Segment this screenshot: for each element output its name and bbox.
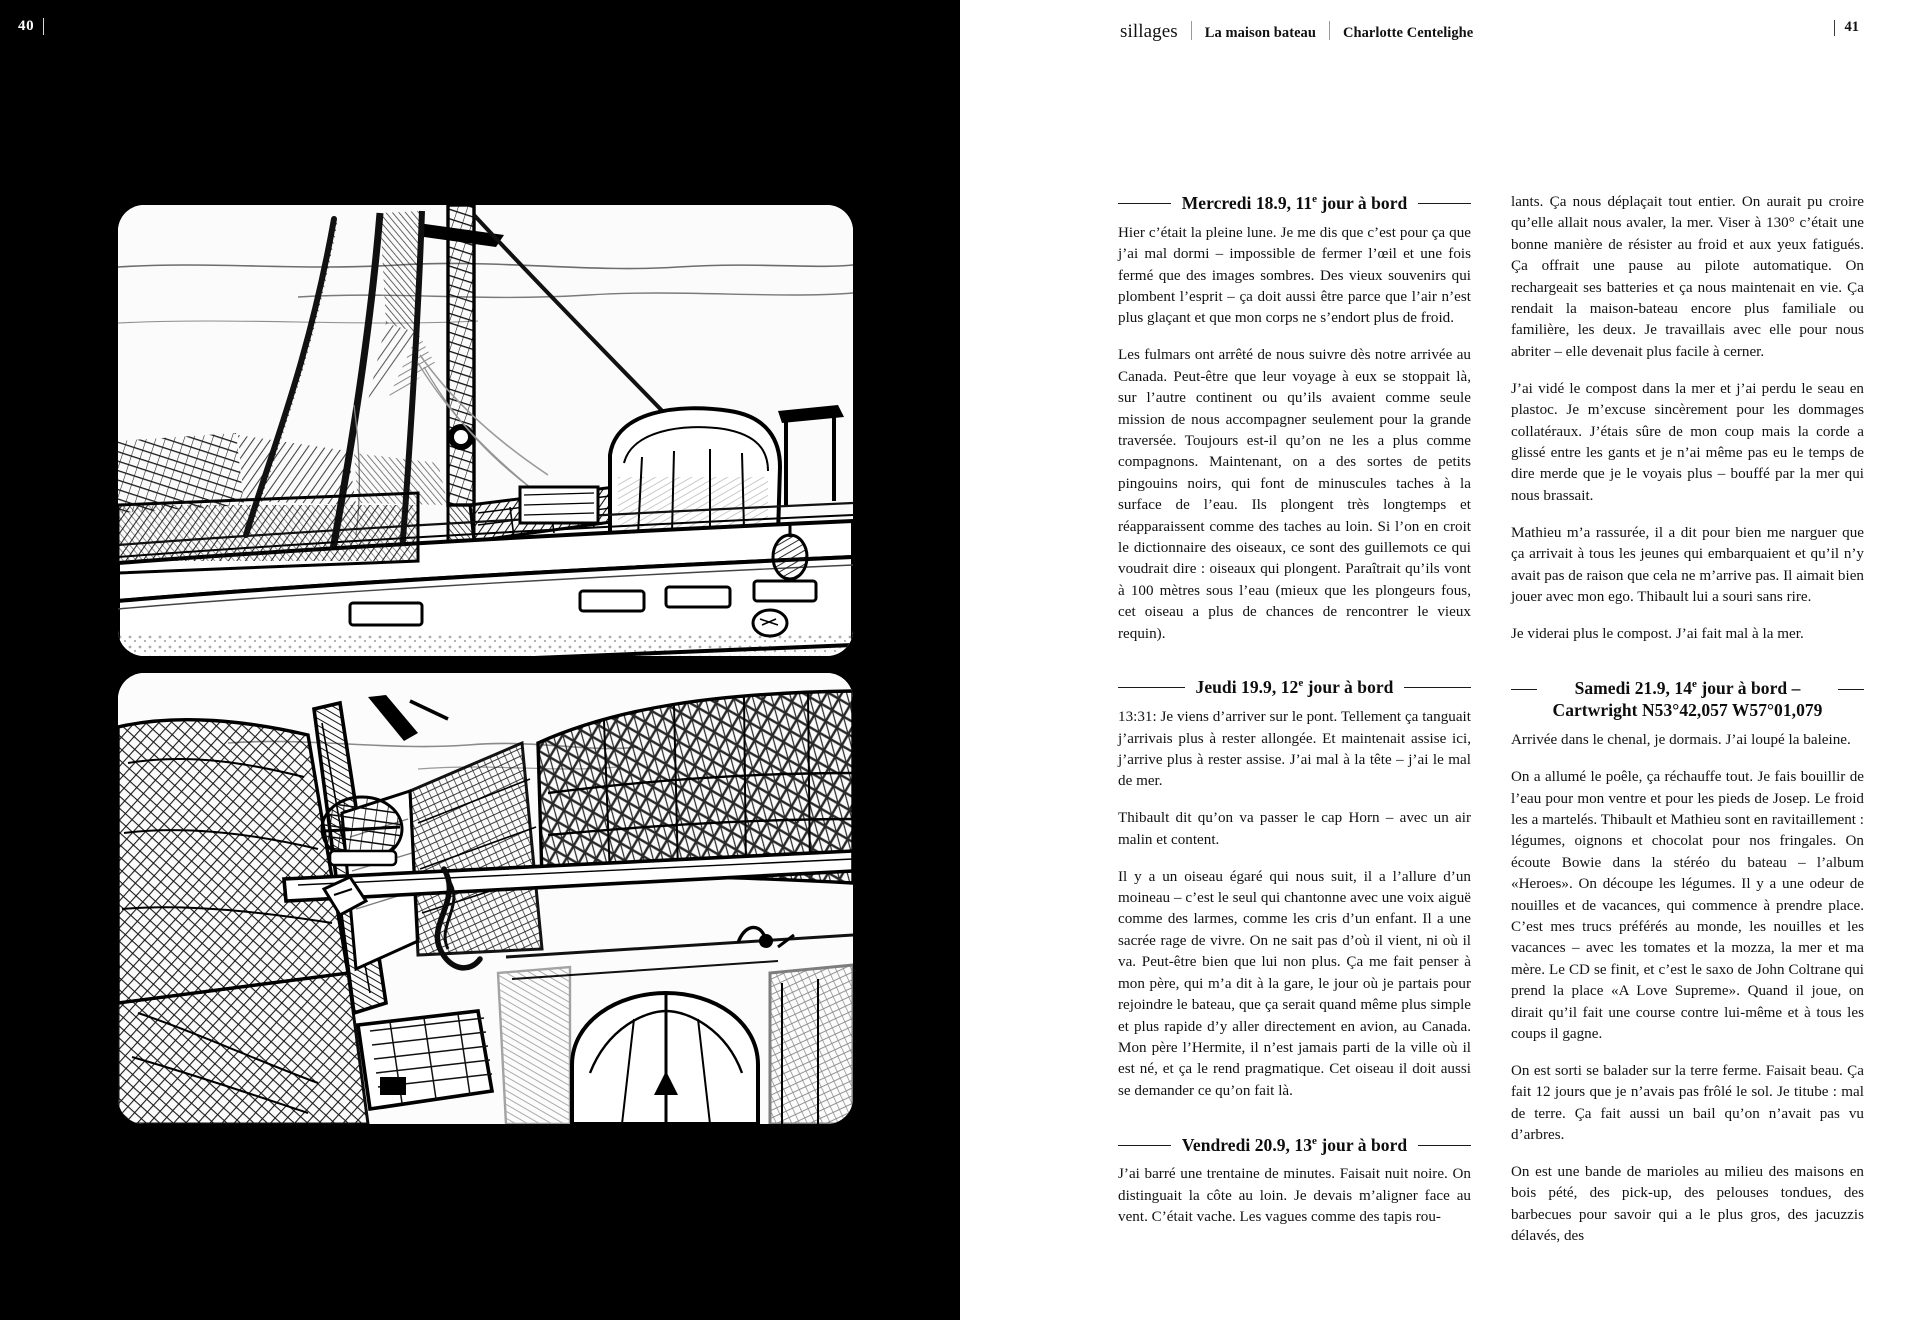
entry-heading-text: Samedi 21.9, 14e jour à bord – Cartwright N53°42,057 W57°01,079 — [1552, 677, 1823, 721]
entry-heading-samedi — [1511, 677, 1864, 723]
folio-divider — [43, 18, 44, 35]
paragraph: Mathieu m’a rassurée, il a dit pour bien me narguer que ça arrivait à tous les jeunes qui embarquaient et qu’il n’y avait pas de raison que cela ne m’arrive pas. Il aimait bien jouer avec mon ego. Thibault lui a souri sans rire. — [1511, 524, 1864, 605]
paragraph: Hier c’était la pleine lune. Je me dis que c’est pour ça que j’ai mal dormi – impossible de fermer l’œil et une fois fermé que des images sombres. Des vieux souvenirs qui plombent l’esprit – ça doit aussi être parce que l’air n’est plus glaçant et que mon corps ne s’endort plus de froid. — [1118, 224, 1471, 327]
plate-sailboat-cockpit-sails — [118, 673, 853, 1124]
spacer — [1511, 661, 1864, 677]
heading-rule-right — [1404, 687, 1471, 688]
folio-left — [18, 18, 44, 35]
plate-1-artwork — [118, 205, 853, 656]
plate-sailboat-deck-mast — [118, 205, 853, 656]
running-head-author: Charlotte Centelighe — [1342, 25, 1474, 41]
spacer — [1118, 660, 1471, 676]
paragraph: Il y a un oiseau égaré qui nous suit, il a l’allure d’un moineau – c’est le seul qui chantonne avec une voix aiguë comme des larmes, comme les cris d’un enfant. Il a une sacrée rage de vivre. On ne sait pas d’où il vient, ni où il va. Peut-être bien que lui non plus. Ça me fait penser à mon père, qui m’a dit à la gare, le jour où je partais pour rejoindre le bateau, que ça serait quand même plus simple et plus rapide d’y aller directement en avion, au Canada. Mon père l’Hermite, il n’est jamais parti de la ville où il est né, et ça le rend pragmatique. Cet oiseau il doit aussi se demander ce qu’on fait là. — [1118, 868, 1471, 1099]
paragraph: On a allumé le poêle, ça réchauffe tout. Je fais bouillir de l’eau pour mon ventre et pour les pieds de Josep. Le froid les a martelés. Thibault et Mathieu sont en ravitaillement : légumes, oignons et chocolat pour nos fringales. On écoute Bowie dans la stéréo du bateau – l’album «Heroes». On découpe les légumes. Il y a une odeur de nouilles et de vacances, qui commence à prendre place. C’est mes trucs préférés au monde, les nouilles et les vacances – avec les tomates et la mozza, la mer et ma mère. Le CD se finit, et c’est le saxo de John Coltrane qui prend la place «A Love Supreme». Quand il joue, on dirait qu’il fait une course contre lui-même et à tous les coups il gagne. — [1511, 769, 1865, 1042]
entry-heading-vendredi — [1118, 1134, 1471, 1157]
text-columns — [1118, 192, 1864, 1292]
folio-right-number: 41 — [1844, 19, 1859, 35]
folio-right — [1834, 19, 1860, 36]
entry-heading-mercredi — [1118, 192, 1471, 215]
plate-2-artwork — [118, 673, 853, 1124]
heading-rule-right — [1418, 203, 1471, 204]
paragraph: On est une bande de marioles au milieu des maisons en bois pété, des pick-up, des pelouses tondues, des barbecues pour savoir qui a le plus gros, des jacuzzis délavés, des — [1511, 1164, 1864, 1245]
heading-rule-left — [1511, 689, 1537, 690]
paragraph: J’ai vidé le compost dans la mer et j’ai perdu le seau en plastoc. Je m’excuse sincèrement pour les dommages collatéraux. J’étais sûre de mon coup mais la corde a glissé entre les gants et je n’ai même pas eu le temps de dire merde que je le voyais plus – bouffé par la mer qui nous brassait. — [1511, 380, 1864, 504]
right-page — [960, 0, 1920, 1320]
paragraph: 13:31: Je viens d’arriver sur le pont. Tellement ça tanguait j’arrivais plus à rester allongée. Et maintenait assise ici, j’arrive plus à rester assise. J’ai mal à la tête – j’ai le mal de mer. — [1118, 709, 1471, 790]
entry-heading-text: Vendredi 20.9, 13e jour à bord — [1181, 1134, 1408, 1155]
entry-heading-jeudi — [1118, 676, 1471, 699]
column-1 — [1118, 192, 1471, 1292]
heading-rule-left — [1118, 687, 1185, 688]
running-head — [1120, 18, 1473, 43]
column-2 — [1511, 192, 1864, 1292]
paragraph: J’ai barré une trentaine de minutes. Faisait nuit noire. On distinguait la côte au loin. Je devais m’aligner face au vent. C’était vache. Les vagues comme des tapis rou- — [1118, 1166, 1471, 1226]
folio-left-number: 40 — [18, 18, 35, 34]
heading-rule-right — [1418, 1145, 1471, 1146]
folio-divider-right — [1834, 20, 1835, 36]
running-head-divider-2 — [1329, 21, 1330, 40]
spacer — [1118, 1118, 1471, 1134]
paragraph: Je viderai plus le compost. J’ai fait mal à la mer. — [1511, 625, 1804, 642]
running-head-divider-1 — [1191, 21, 1192, 40]
paragraph: Les fulmars ont arrêté de nous suivre dès notre arrivée au Canada. Peut-être que leur voyage à eux se stoppait là, sur l’autre continent ou qu’ils avaient comme seule mission de nous accompagner seulement pour la grande traversée. Toujours est-il qu’on ne les a plus comme compagnons. Maintenant, on a des sortes de petits pingouins noirs, qui font de minuscules taches à la surface de l’eau. Ils plongent très longtemps et réapparaissent comme des taches au loin. Si l’on en croit le dictionnaire des oiseaux, ce sont des guillemots ce qui voudrait dire : oiseaux qui plongent. Paraîtrait qu’ils vont à 100 mètres sous l’eau (mieux que les plongeurs fous, cet oiseau a plus de chances de rencontrer le vieux requin). — [1118, 347, 1471, 642]
heading-rule-right — [1838, 689, 1864, 690]
running-head-title: sillages — [1120, 21, 1178, 42]
plate-stack — [118, 205, 853, 1125]
running-head-article: La maison bateau — [1204, 25, 1316, 41]
paragraph: lants. Ça nous déplaçait tout entier. On aurait pu croire qu’elle allait nous avaler, la mer. Viser à 130° c’était une bonne manière de résister au froid et aux yeux fatigués. Ça offrait une pause au pilote automatique. On rechargeait ses batteries et ça nous maintenait en vie. Ça rendait la maison-bateau encore plus familiale ou familière, les deux. Je travaillais avec elle pour nous abriter – elle devenait plus facile à cerner. — [1511, 194, 1864, 360]
heading-rule-left — [1118, 203, 1171, 204]
entry-heading-text: Mercredi 18.9, 11e jour à bord — [1181, 193, 1408, 213]
paragraph: Thibault dit qu’on va passer le cap Horn – avec un air malin et content. — [1118, 810, 1471, 848]
heading-rule-left — [1118, 1145, 1171, 1146]
paragraph: On est sorti se balader sur la terre ferme. Faisait beau. Ça fait 12 jours que je n’avais pas frôlé le sol. Je titube : mal de terre. Ça fait aussi un bail qu’on n’avait pas vu d’arbres. — [1511, 1062, 1864, 1144]
entry-heading-text: Jeudi 19.9, 12e jour à bord — [1195, 677, 1394, 698]
paragraph: Arrivée dans le chenal, je dormais. J’ai loupé la baleine. — [1511, 732, 1851, 749]
